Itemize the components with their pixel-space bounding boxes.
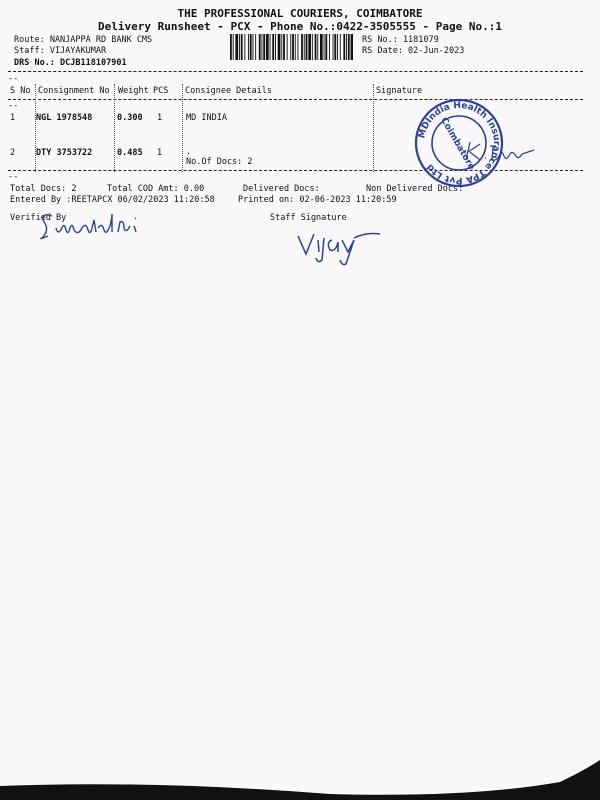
col-header-weight: Weight — [118, 86, 149, 96]
column-rule — [373, 84, 374, 172]
svg-text:MDIndia Health Insurance TPA P: MDIndia Health Insurance TPA Pvt Ltd — [417, 100, 502, 186]
row-consignment: NGL 1978548 — [36, 113, 93, 123]
verifier-signature — [38, 208, 148, 242]
rs-number: RS No.: 1181079 — [362, 35, 439, 45]
divider-dashes: -- — [8, 74, 19, 84]
non-delivered-docs: Non Delivered Docs: — [366, 184, 464, 194]
route-label: Route: NANJAPPA RD BANK CMS — [14, 35, 153, 45]
divider-dashes: -- — [8, 101, 19, 111]
total-cod: Total COD Amt: 0.00 — [107, 184, 205, 194]
divider-dashes: -- — [8, 172, 19, 182]
company-title: THE PROFESSIONAL COURIERS, COIMBATORE — [177, 7, 423, 20]
runsheet-subtitle: Delivery Runsheet - PCX - Phone No.:0422-3505555 - Page No.:1 — [98, 20, 502, 33]
row-pcs: 1 — [157, 148, 163, 158]
col-header-sno: S No — [10, 86, 31, 96]
staff-signature-label: Staff Signature — [270, 213, 347, 223]
rs-date: RS Date: 02-Jun-2023 — [362, 46, 465, 56]
column-rule — [35, 84, 36, 172]
row-sno: 1 — [10, 113, 16, 123]
page-edge-shadow — [0, 760, 600, 800]
col-header-signature: Signature — [376, 86, 423, 96]
verified-by-label: Verified By — [10, 213, 67, 223]
column-rule — [114, 84, 115, 172]
row-sno: 2 — [10, 148, 16, 158]
barcode — [230, 34, 353, 60]
staff-label: Staff: VIJAYAKUMAR — [14, 46, 107, 56]
row-weight: 0.300 — [117, 113, 143, 123]
row-pcs: 1 — [157, 113, 163, 123]
delivered-docs: Delivered Docs: — [243, 184, 320, 194]
staff-handwritten-signature — [292, 226, 392, 266]
row-consignment: DTY 3753722 — [36, 148, 93, 158]
col-header-consignee: Consignee Details — [185, 86, 272, 96]
drs-number: DRS No.: DCJB118107901 — [14, 58, 127, 68]
row-consignee: . — [186, 147, 192, 157]
col-header-pcs: PCS — [153, 86, 169, 96]
entered-by: Entered By :REETAPCX 06/02/2023 11:20:58 — [10, 195, 215, 205]
row-consignee: MD INDIA — [186, 113, 227, 123]
docs-count: No.Of Docs: 2 — [186, 157, 253, 167]
total-docs: Total Docs: 2 — [10, 184, 77, 194]
row-weight: 0.485 — [117, 148, 143, 158]
printed-on: Printed on: 02-06-2023 11:20:59 — [238, 195, 397, 205]
col-header-consignment: Consignment No — [38, 86, 110, 96]
divider — [8, 71, 583, 72]
receiver-signature — [430, 136, 540, 166]
column-rule — [182, 84, 183, 172]
svg-text:Coimbatore: Coimbatore — [438, 116, 477, 172]
